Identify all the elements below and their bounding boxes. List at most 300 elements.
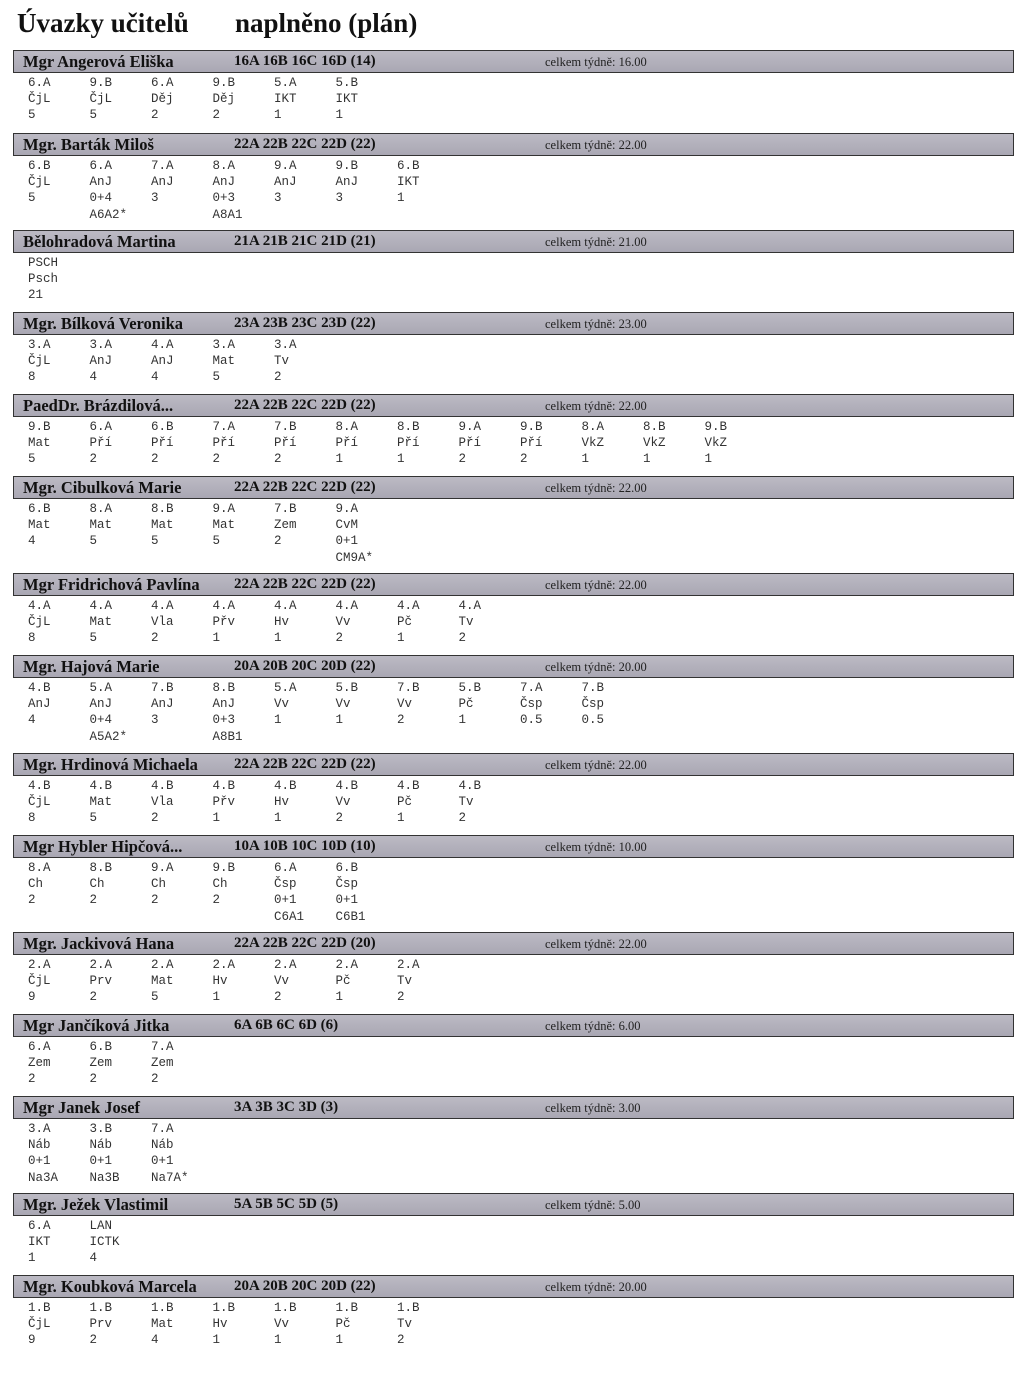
assignment-subject: Ch (151, 877, 167, 892)
assignment-class: 4.B (89, 779, 113, 793)
assignment-item (28, 501, 51, 550)
assignment-hours: 1 (274, 1333, 282, 1348)
assignment-item (274, 419, 297, 468)
assignment-hours: 0+1 (28, 1154, 51, 1169)
assignment-hours: 4 (151, 370, 159, 385)
assignment-hours: 4 (28, 534, 36, 549)
assignment-subject: IKT (28, 1235, 51, 1250)
assignment-class: 7.A (151, 1040, 174, 1054)
teacher-groups: 21A 21B 21C 21D (21) (234, 233, 376, 249)
teacher-header-bar (13, 50, 1014, 73)
teacher-groups: 20A 20B 20C 20D (22) (234, 658, 376, 674)
assignment-item (213, 598, 236, 647)
assignment-subject: AnJ (274, 175, 297, 190)
assignment-item (28, 778, 51, 827)
assignment-class: 3.A (274, 338, 297, 352)
assignment-item (336, 778, 359, 827)
weekly-total: celkem týdně: 5.00 (545, 1198, 641, 1212)
assignment-item (213, 419, 236, 468)
assignment-item (90, 860, 113, 909)
teacher-groups: 3A 3B 3C 3D (3) (234, 1099, 339, 1115)
assignment-hours: 1 (212, 1333, 221, 1348)
assignment-item (28, 255, 58, 304)
assignment-class: 4.B (28, 779, 51, 793)
assignment-item (459, 778, 482, 827)
assignment-class: 8.A (28, 861, 51, 875)
assignment-subject: AnJ (212, 175, 236, 190)
assignment-hours: 4 (151, 1333, 159, 1348)
assignment-item (28, 957, 51, 1006)
assignment-class: 8.B (151, 502, 174, 516)
assignment-class: 9.B (520, 420, 543, 434)
teacher-block (13, 50, 1014, 123)
teacher-groups: 5A 5B 5C 5D (5) (234, 1196, 339, 1212)
assignment-class: 8.B (212, 681, 236, 695)
assignment-class: 4.B (274, 779, 297, 793)
assignment-subject: Čsp (274, 877, 297, 892)
assignment-hours: 2 (397, 713, 405, 728)
assignment-subject: Vv (335, 615, 351, 630)
assignment-item (336, 860, 366, 925)
assignment-hours: 2 (335, 811, 344, 826)
assignment-item (274, 860, 304, 925)
assignment-hours: 5 (28, 108, 36, 123)
assignment-item (151, 1121, 189, 1186)
assignment-item (213, 501, 236, 550)
assignment-hours: 1 (458, 713, 467, 728)
teacher-block (13, 573, 1014, 646)
assignment-hours: 2 (28, 1072, 36, 1087)
assignment-class: 9.B (704, 420, 728, 434)
teacher-block (13, 394, 1014, 467)
assignment-item (90, 1121, 120, 1186)
assignment-item (213, 680, 243, 745)
assignment-subject: Tv (397, 1317, 413, 1332)
assignment-class: 5.B (335, 76, 359, 90)
assignment-subject: VkZ (581, 436, 605, 451)
teacher-name: Mgr Hybler Hipčová... (23, 837, 183, 856)
assignment-item (336, 598, 359, 647)
assignment-subject: ČjL (28, 92, 51, 107)
assignment-subject: Mat (89, 615, 113, 630)
assignment-subject: Vv (274, 974, 290, 989)
assignment-subject: AnJ (89, 697, 113, 712)
assignment-hours: 0+4 (89, 713, 113, 728)
assignment-hours: 2 (520, 452, 528, 467)
assignment-hours: 3 (151, 191, 159, 206)
assignment-class: 2.A (28, 958, 51, 972)
assignment-hours: 5 (89, 811, 98, 826)
assignment-hours: 8 (28, 370, 36, 385)
assignment-class: 6.A (28, 76, 51, 90)
weekly-total: celkem týdně: 10.00 (545, 840, 647, 854)
assignment-class: 4.B (458, 779, 482, 793)
assignment-item (520, 419, 543, 468)
assignment-group: Na3A (28, 1170, 59, 1185)
assignment-hours: 4 (89, 1251, 98, 1266)
teacher-name: Mgr. Cibulková Marie (23, 478, 182, 497)
assignment-hours: 1 (274, 713, 282, 728)
assignment-subject: Hv (274, 795, 290, 810)
assignment-subject: Mat (28, 436, 51, 451)
assignment-class: 1.B (89, 1301, 113, 1315)
assignment-class: 6.A (89, 159, 113, 173)
assignment-class: 3.A (212, 338, 236, 352)
assignment-item (28, 598, 51, 647)
assignment-class: 4.A (89, 599, 113, 613)
assignment-hours: 0+1 (89, 1154, 113, 1169)
assignment-subject: IKT (335, 92, 359, 107)
teacher-name: Mgr Jančíková Jitka (23, 1016, 170, 1035)
assignment-hours: 2 (274, 990, 282, 1005)
weekly-total: celkem týdně: 22.00 (545, 937, 647, 951)
assignment-subject: Vv (274, 697, 290, 712)
assignment-item (582, 680, 605, 729)
assignment-class: 7.B (274, 420, 297, 434)
assignment-item (90, 680, 128, 745)
assignment-class: 6.B (28, 502, 51, 516)
assignment-class: 1.B (397, 1301, 420, 1315)
teacher-header-bar (13, 1193, 1014, 1216)
assignment-subject: Mat (151, 974, 174, 989)
assignment-subject: Vv (397, 697, 413, 712)
assignment-subject: Pč (397, 795, 413, 810)
assignment-group: A6A2* (89, 207, 128, 222)
teacher-header-bar (13, 1275, 1014, 1298)
teacher-block (13, 312, 1014, 385)
assignment-class: 4.A (28, 599, 51, 613)
assignment-hours: 1 (274, 811, 282, 826)
assignment-hours: 2 (151, 893, 159, 908)
assignment-class: 4.A (212, 599, 236, 613)
assignment-subject: Pč (458, 697, 474, 712)
assignment-hours: 2 (89, 452, 98, 467)
assignment-class: 7.A (151, 159, 174, 173)
assignment-hours: 5 (28, 191, 36, 206)
assignment-item (90, 778, 113, 827)
assignment-class: 7.A (151, 1122, 174, 1136)
assignment-class: 2.A (151, 958, 174, 972)
teacher-name: Mgr Angerová Eliška (23, 52, 174, 71)
assignment-subject: Mat (151, 518, 174, 533)
assignment-group: A8B1 (212, 729, 243, 744)
assignment-item (213, 158, 243, 223)
assignment-item (397, 598, 420, 647)
assignment-subject: Ch (212, 877, 228, 892)
assignment-class: 4.A (335, 599, 359, 613)
assignment-class: 2.A (89, 958, 113, 972)
assignment-item (151, 778, 174, 827)
assignment-subject: Vv (335, 795, 351, 810)
teacher-header-bar (13, 753, 1014, 776)
assignment-class: 9.B (212, 76, 236, 90)
assignment-hours: 0+1 (274, 893, 297, 908)
assignment-class: 8.A (581, 420, 605, 434)
assignment-item (397, 957, 420, 1006)
assignment-subject: Mat (89, 795, 113, 810)
assignment-item (28, 1039, 51, 1088)
assignment-hours: 1 (212, 811, 221, 826)
assignment-hours: 5 (151, 534, 159, 549)
assignment-item (28, 1218, 51, 1267)
teacher-header-bar (13, 1014, 1014, 1037)
assignment-subject: ČjL (28, 974, 51, 989)
assignment-item (213, 337, 236, 386)
assignment-class: 5.B (458, 681, 482, 695)
assignment-subject: Mat (28, 518, 51, 533)
assignment-class: 9.B (212, 861, 236, 875)
assignment-subject: Zem (151, 1056, 174, 1071)
assignment-hours: 1 (274, 108, 282, 123)
teacher-groups: 20A 20B 20C 20D (22) (234, 1278, 376, 1294)
assignment-item (274, 158, 297, 207)
assignment-hours: 1 (335, 713, 344, 728)
assignment-group: CM9A* (335, 550, 374, 565)
assignment-item (151, 75, 174, 124)
teacher-header-bar (13, 394, 1014, 417)
assignment-class: 8.B (643, 420, 666, 434)
assignment-class: 9.B (89, 76, 113, 90)
assignment-class: 4.A (151, 338, 174, 352)
assignment-group: A5A2* (89, 729, 128, 744)
assignment-item (213, 957, 236, 1006)
assignment-item (28, 337, 51, 386)
assignment-item (274, 501, 297, 550)
assignment-class: 4.A (397, 599, 420, 613)
assignment-subject: ČjL (28, 175, 51, 190)
assignment-item (336, 1300, 359, 1349)
assignment-item (397, 1300, 420, 1349)
assignment-class: 9.A (335, 502, 359, 516)
assignment-class: 6.B (151, 420, 174, 434)
assignment-item (151, 957, 174, 1006)
assignment-item (397, 680, 420, 729)
assignment-hours: 0+1 (151, 1154, 174, 1169)
assignment-hours: 0+4 (89, 191, 113, 206)
teacher-groups: 22A 22B 22C 22D (22) (234, 136, 376, 152)
teacher-header-bar (13, 476, 1014, 499)
assignment-subject: VkZ (704, 436, 728, 451)
assignment-item (213, 778, 236, 827)
assignment-subject: AnJ (151, 354, 174, 369)
assignment-item (90, 419, 113, 468)
teacher-name: Mgr Fridrichová Pavlína (23, 575, 200, 594)
assignment-hours: 2 (458, 811, 467, 826)
teacher-block (13, 1014, 1014, 1087)
teacher-name: Mgr. Koubková Marcela (23, 1277, 197, 1296)
assignment-item (459, 598, 482, 647)
assignment-subject: AnJ (89, 354, 113, 369)
assignment-class: 2.A (274, 958, 297, 972)
assignment-class: 4.B (212, 779, 236, 793)
assignment-hours: 1 (274, 631, 282, 646)
assignment-item (90, 1300, 113, 1349)
assignment-subject: Hv (212, 1317, 228, 1332)
assignment-subject: Pří (397, 436, 420, 451)
assignment-class: 5.B (335, 681, 359, 695)
teacher-block (13, 230, 1014, 303)
assignment-subject: Mat (89, 518, 113, 533)
assignment-item (459, 419, 482, 468)
assignment-item (336, 419, 359, 468)
weekly-total: celkem týdně: 22.00 (545, 138, 647, 152)
assignment-class: 1.B (274, 1301, 297, 1315)
assignment-subject: Zem (28, 1056, 51, 1071)
assignment-hours: 5 (89, 534, 98, 549)
assignment-class: 5.A (89, 681, 113, 695)
assignment-item (643, 419, 666, 468)
assignment-class: 8.B (397, 420, 420, 434)
assignment-group: C6A1 (274, 909, 305, 924)
assignment-hours: 0+3 (212, 191, 236, 206)
assignment-item (213, 860, 236, 909)
assignment-item (274, 1300, 297, 1349)
assignment-subject: AnJ (212, 697, 236, 712)
assignment-subject: Přv (212, 615, 236, 630)
assignment-hours: 2 (458, 452, 467, 467)
teacher-name: Mgr. Hajová Marie (23, 657, 160, 676)
assignment-class: 3.A (28, 1122, 51, 1136)
teacher-groups: 23A 23B 23C 23D (22) (234, 315, 376, 331)
assignment-subject: ČjL (28, 354, 51, 369)
assignment-item (336, 75, 359, 124)
teacher-header-bar (13, 1096, 1014, 1119)
assignment-hours: 1 (212, 990, 221, 1005)
teacher-block (13, 835, 1014, 924)
assignment-subject: Náb (28, 1138, 51, 1153)
assignment-class: 1.B (28, 1301, 51, 1315)
assignment-hours: 5 (212, 534, 221, 549)
assignment-hours: 1 (335, 1333, 344, 1348)
assignment-class: 4.B (151, 779, 174, 793)
assignment-class: 3.A (89, 338, 113, 352)
assignment-subject: ČjL (28, 615, 51, 630)
teacher-name: Mgr. Barták Miloš (23, 135, 154, 154)
assignment-class: 6.B (28, 159, 51, 173)
teacher-groups: 22A 22B 22C 22D (22) (234, 576, 376, 592)
page-header (17, 2, 1017, 46)
assignment-class: 4.A (274, 599, 297, 613)
assignment-subject: Pč (335, 974, 351, 989)
assignment-item (151, 337, 174, 386)
assignment-subject: Děj (151, 92, 174, 107)
assignment-class: 6.A (151, 76, 174, 90)
assignment-item (151, 680, 174, 729)
teacher-header-bar (13, 312, 1014, 335)
teacher-groups: 6A 6B 6C 6D (6) (234, 1017, 339, 1033)
assignment-subject: IKT (397, 175, 420, 190)
teacher-name: Mgr. Hrdinová Michaela (23, 755, 198, 774)
assignment-item (151, 598, 174, 647)
assignment-item (90, 337, 113, 386)
assignment-item (274, 337, 297, 386)
assignment-class: 7.A (520, 681, 543, 695)
assignment-subject: Tv (458, 795, 474, 810)
teacher-name: PaedDr. Brázdilová... (23, 396, 174, 415)
assignment-class: 6.A (89, 420, 113, 434)
assignment-subject: Pč (397, 615, 413, 630)
assignment-subject: ČjL (28, 1317, 51, 1332)
teacher-block (13, 1193, 1014, 1266)
assignment-subject: Čsp (520, 697, 543, 712)
assignment-item (151, 1300, 174, 1349)
assignment-class: 2.A (397, 958, 420, 972)
assignment-hours: 2 (458, 631, 467, 646)
teacher-block (13, 476, 1014, 565)
assignment-hours: 1 (704, 452, 713, 467)
assignment-class: 8.B (89, 861, 113, 875)
assignment-class: 7.A (212, 420, 236, 434)
assignment-item (274, 680, 297, 729)
assignment-item (274, 75, 297, 124)
assignment-hours: 1 (335, 990, 344, 1005)
assignment-item (151, 860, 174, 909)
teacher-header-bar (13, 573, 1014, 596)
teacher-name: Mgr. Jackivová Hana (23, 934, 175, 953)
assignment-subject: Pří (458, 436, 482, 451)
assignment-item (90, 1218, 120, 1267)
assignment-hours: 9 (28, 1333, 36, 1348)
assignment-subject: Pří (520, 436, 543, 451)
assignment-hours: 0+3 (212, 713, 236, 728)
assignment-item (151, 501, 174, 550)
assignment-subject: Náb (151, 1138, 174, 1153)
assignment-hours: 2 (151, 452, 159, 467)
assignment-subject: ICTK (89, 1235, 120, 1250)
assignment-subject: CvM (335, 518, 359, 533)
assignment-item (274, 598, 297, 647)
assignment-hours: 2 (397, 990, 405, 1005)
weekly-total: celkem týdně: 20.00 (545, 1280, 647, 1294)
assignment-item (28, 860, 51, 909)
assignment-hours: 2 (212, 108, 221, 123)
assignment-group: Na7A* (151, 1170, 189, 1185)
assignment-subject: IKT (274, 92, 297, 107)
teacher-block (13, 133, 1014, 222)
weekly-total: celkem týdně: 23.00 (545, 317, 647, 331)
assignment-class: 4.B (335, 779, 359, 793)
weekly-total: celkem týdně: 3.00 (545, 1101, 641, 1115)
teacher-name: Mgr Janek Josef (23, 1098, 141, 1117)
assignment-class: 9.B (335, 159, 359, 173)
teacher-groups: 22A 22B 22C 22D (22) (234, 479, 376, 495)
assignment-subject: Mat (212, 518, 236, 533)
assignment-item (90, 598, 113, 647)
teacher-groups: 22A 22B 22C 22D (20) (234, 935, 376, 951)
assignment-hours: 2 (28, 893, 36, 908)
assignment-subject: Pč (335, 1317, 351, 1332)
teacher-header-bar (13, 655, 1014, 678)
assignment-subject: Ch (28, 877, 44, 892)
assignment-hours: 1 (397, 191, 405, 206)
assignment-subject: AnJ (335, 175, 359, 190)
assignment-class: 1.B (212, 1301, 236, 1315)
assignment-subject: Pří (274, 436, 297, 451)
assignment-item (520, 680, 543, 729)
weekly-total: celkem týdně: 21.00 (545, 235, 647, 249)
teacher-block (13, 655, 1014, 744)
teacher-header-bar (13, 133, 1014, 156)
assignment-class: 8.A (335, 420, 359, 434)
assignment-hours: 1 (581, 452, 590, 467)
assignment-subject: Náb (89, 1138, 113, 1153)
assignment-hours: 8 (28, 811, 36, 826)
assignment-hours: 2 (274, 534, 282, 549)
assignment-hours: 0+1 (335, 893, 359, 908)
assignment-class: 7.B (397, 681, 420, 695)
weekly-total: celkem týdně: 22.00 (545, 399, 647, 413)
assignment-item (336, 501, 374, 566)
